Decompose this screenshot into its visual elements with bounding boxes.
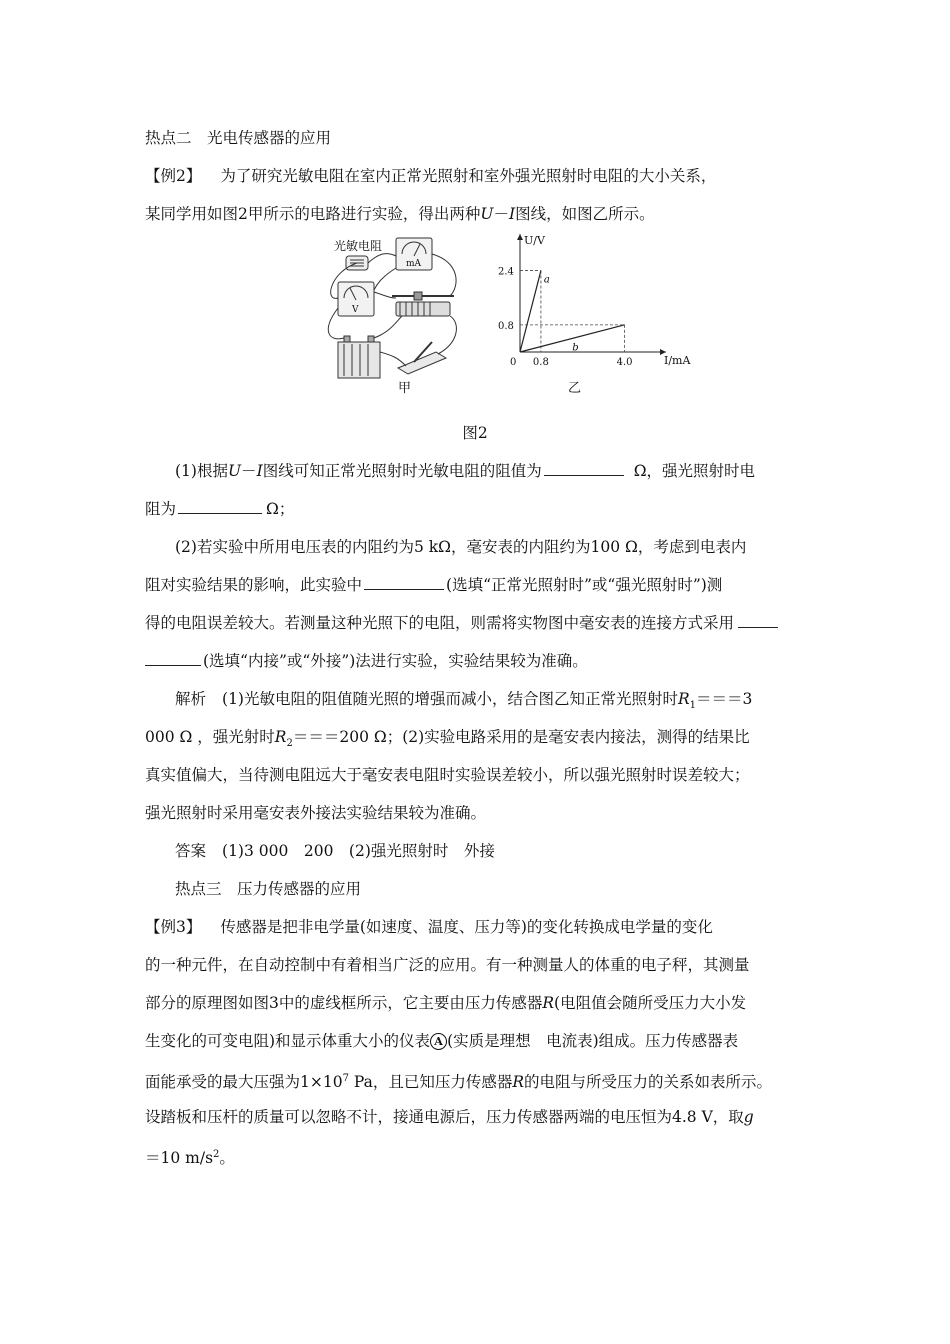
example3-text-1: 传感器是把非电学量(如速度、温度、压力等)的变化转换成电学量的变化	[220, 918, 713, 936]
q1-text-c: Ω，强光照射时电	[633, 462, 756, 480]
var-i: I	[508, 205, 516, 223]
series-label-b: b	[572, 342, 579, 354]
exponent-2: 2	[213, 1149, 220, 1160]
figure-jia-caption: 甲	[398, 381, 412, 396]
example3-text-4a: 生变化的可变电阻)和显示体重大小的仪表	[145, 1032, 431, 1050]
example2-intro-2b: 图线，如图乙所示。	[515, 205, 655, 223]
example3-text-3b: (电阻值会随所受压力大小发	[554, 994, 747, 1012]
x-tick-label: 4.0	[616, 357, 633, 368]
example3-line-3	[145, 993, 746, 1013]
example3-text-7b: 。	[219, 1149, 235, 1168]
example3-text-7a: ＝10 m/s	[145, 1149, 214, 1168]
answer-blank-2[interactable]	[178, 499, 262, 514]
hotspot3-heading: 热点三 压力传感器的应用	[175, 880, 362, 898]
answer-blank-1[interactable]	[544, 461, 624, 476]
hotspot2-heading: 热点二 光电传感器的应用	[145, 129, 332, 147]
ammeter-symbol: A	[430, 1033, 447, 1050]
analysis-line-3: 真实值偏大，当待测电阻远大于毫安表电阻时实验误差较小，所以强光照射时误差较大；	[145, 766, 750, 784]
q1-line-1	[175, 461, 755, 481]
example2-line-2	[145, 204, 655, 224]
var-u: U	[480, 205, 494, 223]
var-r: R	[512, 1073, 525, 1092]
answer-blank-3[interactable]	[364, 575, 444, 590]
q1-line-2	[145, 499, 294, 519]
q2-line-3	[145, 613, 778, 633]
answer-blank-4a[interactable]	[738, 613, 778, 628]
q2-text-d: (选填“内接”或“外接”)法进行实验，实验结果较为准确。	[203, 652, 588, 670]
y-tick-label: 0.8	[498, 320, 514, 332]
analysis-label: 解析	[175, 690, 207, 708]
rheostat-icon	[396, 302, 450, 316]
example3-line-5	[145, 1069, 772, 1092]
series-label-a: a	[543, 274, 550, 286]
example3-text-5a: 面能承受的最大压强为1×10	[145, 1073, 343, 1092]
example3-tag: 【例3】	[145, 918, 202, 936]
q2-line-1: (2)若实验中所用电压表的内阻约为5 kΩ，毫安表的内阻约为100 Ω，考虑到电表内	[175, 538, 747, 556]
answer-label: 答案	[175, 842, 207, 860]
q2-line-2	[145, 575, 722, 595]
x-axis-label: I/mA	[664, 354, 691, 367]
y-axis-arrow	[517, 234, 523, 240]
sub-1: 1	[689, 700, 697, 712]
answer-text: (1)3 000 200 (2)强光照射时 外接	[222, 842, 495, 860]
var-r1: R	[677, 690, 690, 708]
var-u: U	[227, 462, 242, 480]
sub-2: 2	[286, 738, 293, 750]
analysis-line-2	[145, 727, 750, 754]
var-g: g	[743, 1108, 754, 1126]
figure-2-caption: 图2	[462, 424, 488, 442]
var-r2: R	[274, 728, 287, 746]
analysis-text-a: (1)光敏电阻的阻值随光照的增强而减小，结合图乙知正常光照射时	[222, 690, 678, 708]
x-tick-label: 0.8	[532, 357, 549, 368]
ui-chart	[498, 234, 691, 368]
q2-text-c: 得的电阻误差较大。若测量这种光照下的电阻，则需将实物图中毫安表的连接方式采用	[145, 614, 735, 632]
photoresistor-label: 光敏电阻	[334, 239, 383, 253]
example3-text-3a: 部分的原理图如图3中的虚线框所示，它主要由压力传感器	[145, 994, 543, 1012]
q1-text-e: Ω；	[266, 500, 295, 518]
example3-text-4b: (实质是理想 电流表)组成。压力传感器表	[447, 1032, 739, 1050]
series-line-a	[520, 271, 541, 352]
example3-line-1	[145, 917, 713, 937]
example3-line-2: 的一种元件，在自动控制中有着相当广泛的应用。有一种测量人的体重的电子秤，其测量	[145, 956, 750, 974]
switch-icon	[398, 352, 446, 374]
example2-line-1	[145, 166, 716, 186]
example2-tag: 【例2】	[145, 167, 202, 185]
apparatus-drawing	[328, 238, 456, 396]
example3-text-6a: 设踏板和压杆的质量可以忽略不计，接通电源后，压力传感器两端的电压恒为4.8 V，取	[145, 1108, 744, 1126]
example3-text-5c: 的电阻与所受压力的关系如表所示。	[524, 1073, 773, 1092]
dash: －	[493, 205, 509, 223]
y-tick-label: 2.4	[498, 266, 514, 278]
example3-text-5b: Pa，且已知压力传感器	[348, 1073, 513, 1092]
analysis-text-b: ＝＝＝3	[696, 690, 753, 708]
var-i: I	[256, 462, 263, 480]
answer-blank-4b[interactable]	[145, 651, 201, 666]
q2-line-4	[145, 651, 588, 671]
q2-text-a: 阻对实验结果的影响，此实验中	[145, 576, 363, 594]
y-axis-label: U/V	[524, 234, 545, 247]
example3-line-4	[145, 1031, 738, 1051]
exponent-7: 7	[342, 1073, 349, 1084]
var-r: R	[542, 994, 555, 1012]
voltmeter-label: V	[352, 305, 359, 315]
analysis-line-1	[175, 689, 752, 716]
analysis-text-c: 000 Ω ，强光射时	[145, 728, 275, 746]
figure-2	[310, 232, 691, 407]
q1-text-a: (1)根据	[175, 462, 228, 480]
dash: －	[241, 462, 257, 480]
milliammeter-label: mA	[406, 259, 422, 269]
q1-text-b: 图线可知正常光照射时光敏电阻的阻值为	[262, 462, 542, 480]
q1-text-d: 阻为	[145, 500, 177, 518]
example2-intro-2a: 某同学用如图2甲所示的电路进行实验，得出两种	[145, 205, 481, 223]
figure-yi-caption: 乙	[568, 381, 582, 396]
example2-intro-1: 为了研究光敏电阻在室内正常光照射和室外强光照射时电阻的大小关系，	[220, 167, 717, 185]
answer-line	[175, 841, 495, 861]
analysis-line-4: 强光照射时采用毫安表外接法实验结果较为准确。	[145, 804, 487, 822]
example3-line-6	[145, 1107, 754, 1127]
analysis-text-d: ＝＝＝200 Ω；(2)实验电路采用的是毫安表内接法，测得的结果比	[292, 728, 750, 746]
x-tick-label: 0	[510, 357, 517, 368]
figure-2-svg	[310, 232, 691, 407]
q2-text-b: (选填“正常光照射时”或“强光照射时”)测	[446, 576, 723, 594]
example3-line-7	[145, 1145, 235, 1168]
